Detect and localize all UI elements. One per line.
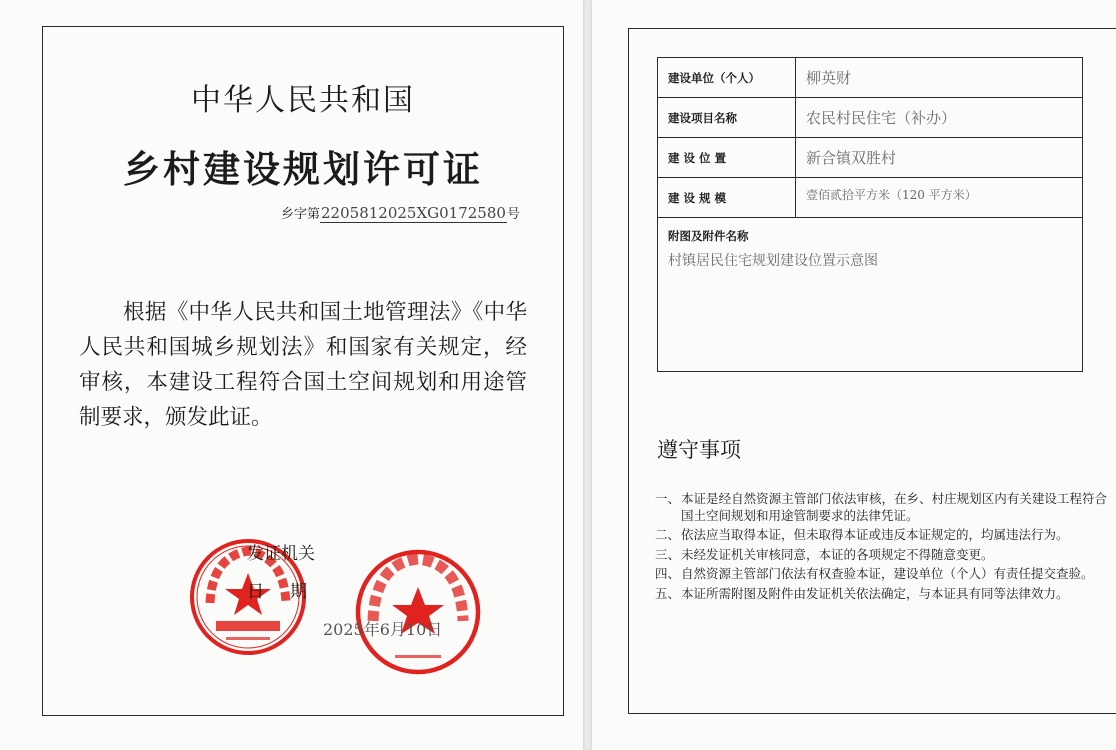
- list-item: [655, 566, 1107, 583]
- certificate-title: 乡村建设规划许可证: [123, 148, 483, 191]
- rule-text: 本证所需附图及附件由发证机关依法确定，与本证具有同等法律效力。: [681, 585, 1069, 601]
- field-value-location: 新合镇双胜村: [796, 138, 1083, 178]
- list-item: [655, 527, 1107, 544]
- construction-info-table: [657, 57, 1083, 372]
- date-label: 日期: [247, 582, 333, 602]
- back-page-border: [628, 28, 1116, 714]
- list-item: [655, 491, 1107, 524]
- attachments-label: 附图及附件名称: [668, 229, 749, 243]
- certificate-back-page: [592, 0, 1116, 750]
- table-row: [658, 98, 1083, 138]
- rule-index: 三、: [655, 546, 681, 562]
- rule-text: 依法应当取得本证，但未取得本证或违反本证规定的，均属违法行为。: [681, 527, 1069, 542]
- list-item: [655, 586, 1107, 603]
- list-item: [655, 547, 1107, 564]
- legal-basis-paragraph: 根据《中华人民共和国土地管理法》《中华人民共和国城乡规划法》和国家有关规定，经审核，本建设工程符合国土空间规划和用途管制要求，颁发此证。: [79, 300, 527, 430]
- front-page-border: [42, 26, 564, 716]
- table-row: [658, 58, 1083, 98]
- issuing-authority-label: 发证机关: [247, 544, 315, 564]
- table-row: [658, 218, 1083, 372]
- field-label: 建设单位（个人）: [658, 58, 796, 98]
- rule-index: 二、: [655, 527, 681, 542]
- rule-index: 一、: [655, 491, 681, 506]
- rules-title: 遵守事项: [657, 438, 741, 462]
- number-prefix: 乡字第: [281, 207, 321, 222]
- certificate-number: 2205812025XG0172580: [321, 204, 506, 222]
- rule-text: 自然资源主管部门依法有权查验本证，建设单位（个人）有责任提交查验。: [681, 566, 1094, 581]
- table-row: [658, 138, 1083, 178]
- field-value-scale: 壹佰贰拾平方米（120 平方米）: [796, 178, 1083, 218]
- table-row: [658, 178, 1083, 218]
- rule-text: 本证是经自然资源主管部门依法审核，在乡、村庄规划区内有关建设工程符合国土空间规划和用途管制要求的法律凭证。: [681, 491, 1107, 523]
- rule-text: 未经发证机关审核同意，本证的各项规定不得随意变更。: [681, 546, 994, 562]
- rules-list: [655, 491, 1107, 605]
- certificate-number-line: [281, 203, 520, 223]
- field-label: 建设项目名称: [658, 98, 796, 138]
- rule-index: 四、: [655, 566, 681, 581]
- field-value-project: 农民村民住宅（补办）: [796, 98, 1083, 138]
- rule-index: 五、: [655, 585, 681, 601]
- field-label: 建 设 位 置: [658, 138, 796, 178]
- number-suffix: 号: [506, 207, 520, 222]
- country-name: 中华人民共和国: [191, 83, 415, 118]
- attachments-cell: [658, 218, 1083, 372]
- field-value-builder: 柳英财: [796, 58, 1083, 98]
- attachments-value: 村镇居民住宅规划建设位置示意图: [668, 253, 878, 269]
- field-label: 建 设 规 模: [658, 178, 796, 218]
- official-seal-bureau-icon: [353, 547, 483, 677]
- issue-date: 2025年6月10日: [323, 620, 443, 639]
